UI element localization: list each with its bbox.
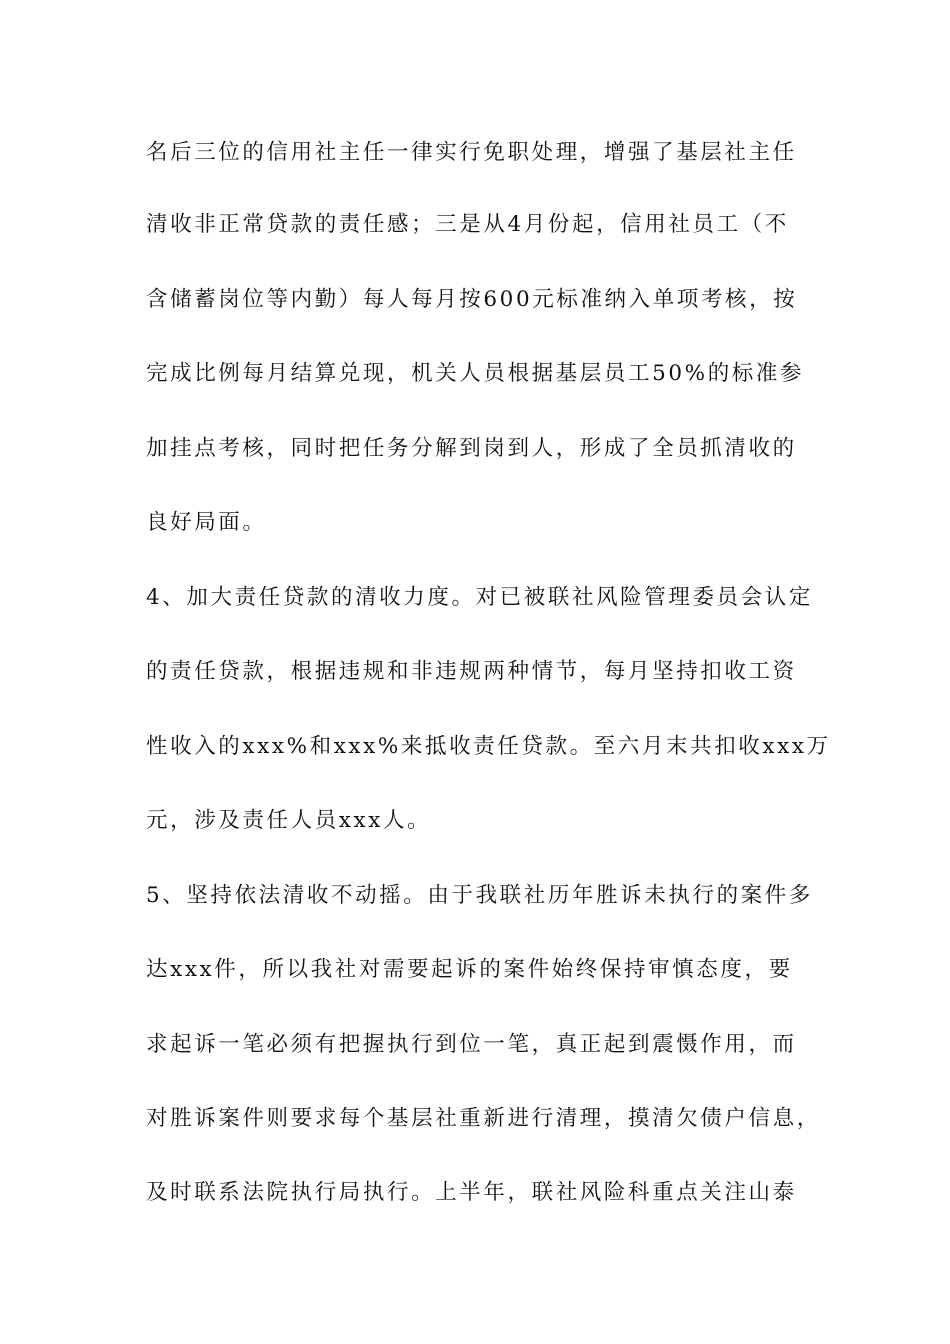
text-line: 达xxx件，所以我社对需要起诉的案件始终保持审慎态度，要 bbox=[146, 957, 793, 982]
text-line: 良好局面。 bbox=[146, 510, 267, 535]
text-line: 及时联系法院执行局执行。上半年，联社风险科重点关注山泰 bbox=[146, 1180, 797, 1205]
text-line: 的责任贷款，根据违规和非违规两种情节，每月坚持扣收工资 bbox=[146, 659, 797, 684]
text-line: 4、加大责任贷款的清收力度。对已被联社风险管理委员会认定 bbox=[146, 585, 813, 610]
text-line: 完成比例每月结算兑现，机关人员根据基层员工50%的标准参 bbox=[146, 361, 805, 386]
text-line: 求起诉一笔必须有把握执行到位一笔，真正起到震慑作用，而 bbox=[146, 1032, 797, 1057]
text-line: 元，涉及责任人员xxx人。 bbox=[146, 808, 432, 833]
text-line: 含储蓄岗位等内勤）每人每月按600元标准纳入单项考核，按 bbox=[146, 287, 798, 312]
text-line: 5、坚持依法清收不动摇。由于我联社历年胜诉未执行的案件多 bbox=[146, 883, 813, 908]
text-line: 性收入的xxx%和xxx%来抵收责任贷款。至六月末共扣收xxx万 bbox=[146, 734, 831, 759]
text-line: 对胜诉案件则要求每个基层社重新进行清理，摸清欠债户信息， bbox=[146, 1106, 821, 1131]
text-line: 清收非正常贷款的责任感；三是从4月份起，信用社员工（不 bbox=[146, 212, 789, 237]
text-line: 名后三位的信用社主任一律实行免职处理，增强了基层社主任 bbox=[146, 140, 797, 165]
text-line: 加挂点考核，同时把任务分解到岗到人，形成了全员抓清收的 bbox=[146, 436, 797, 461]
